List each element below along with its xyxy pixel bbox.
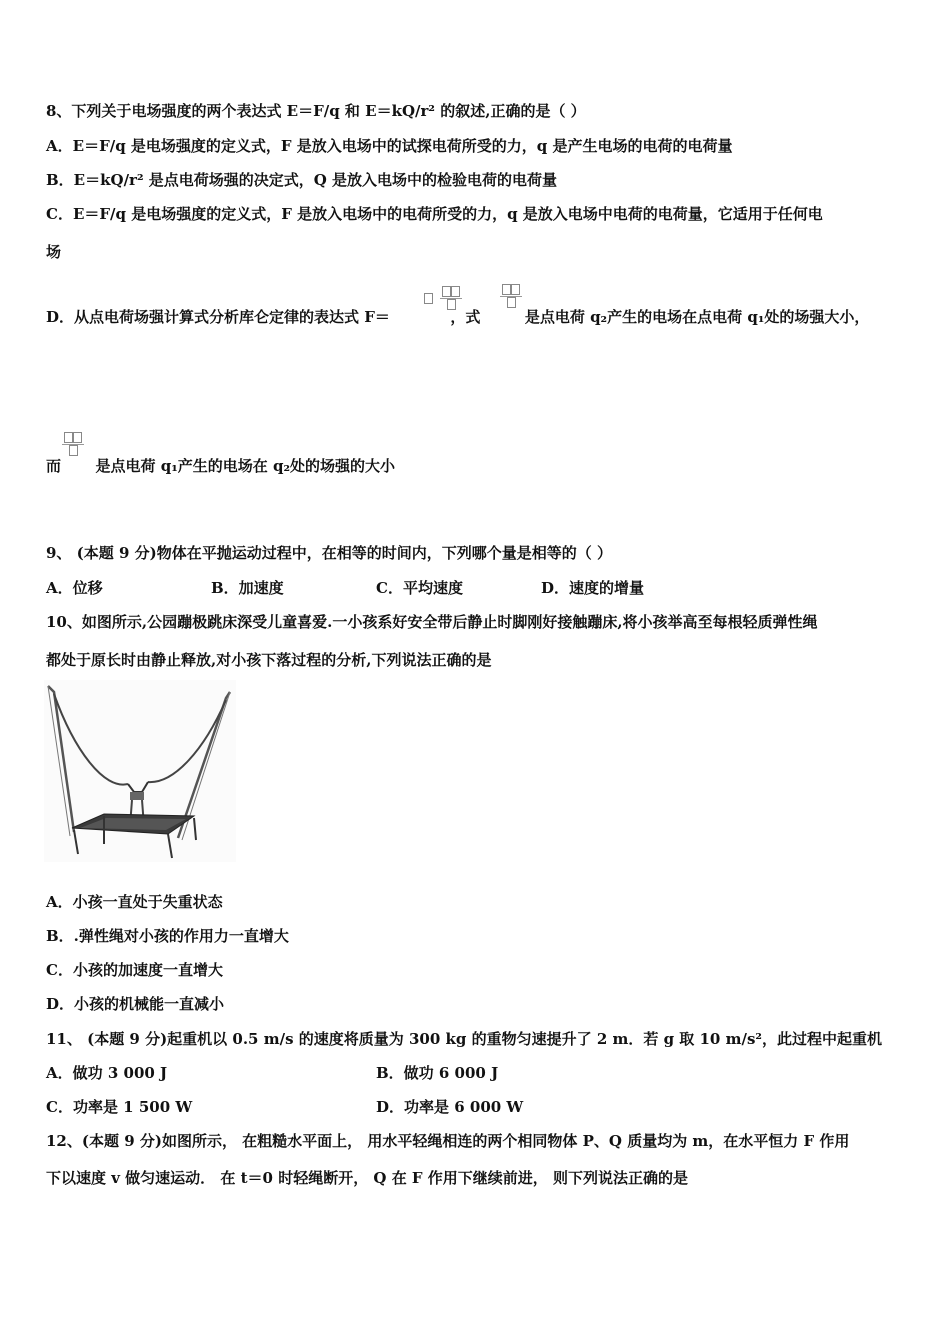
- q8-option-c-cont: 场: [46, 243, 62, 261]
- q10-stem-line1: 10、如图所示,公园蹦极跳床深受儿童喜爱.一小孩系好安全带后静止时脚刚好接触蹦床,将小孩举高至每根轻质弹性绳: [46, 613, 818, 631]
- q9-stem: 9、 (本题 9 分)物体在平抛运动过程中，在相等的时间内，下列哪个量是相等的（ ）: [46, 544, 612, 562]
- q10-option-c: C．小孩的加速度一直增大: [46, 961, 223, 979]
- q11-option-c: C．功率是 1 500 W: [46, 1098, 193, 1116]
- q9-option-c: C．平均速度: [376, 579, 463, 597]
- formula-placeholder-field-q2: [500, 284, 522, 309]
- q9-option-a: A．位移: [46, 579, 103, 597]
- q11-option-b: B．做功 6 000 J: [376, 1064, 499, 1082]
- q8-d-pre: D．从点电荷场强计算式分析库仑定律的表达式 F＝: [46, 308, 390, 326]
- q11-option-a: A．做功 3 000 J: [46, 1064, 168, 1082]
- q8-d2-pre: 而: [46, 457, 62, 475]
- q8-option-b: B．E＝kQ/r² 是点电荷场强的决定式，Q 是放入电场中的检验电荷的电荷量: [46, 171, 558, 189]
- trampoline-figure: [44, 680, 236, 862]
- q8-option-d-cont: [46, 456, 395, 476]
- q11-stem: 11、 (本题 9 分)起重机以 0.5 m/s 的速度将质量为 300 kg 的重物匀速提升了 2 m．若 g 取 10 m/s²，此过程中起重机: [46, 1030, 882, 1048]
- q8-stem: 8、下列关于电场强度的两个表达式 E＝F/q 和 E＝kQ/r² 的叙述,正确的是（ ）: [46, 102, 586, 120]
- q9-option-d: D．速度的增量: [541, 579, 645, 597]
- q9-option-b: B．加速度: [211, 579, 284, 597]
- q10-option-a: A．小孩一直处于失重状态: [46, 893, 223, 911]
- q8-d2-post: 是点电荷 q₁产生的电场在 q₂处的场强的大小: [95, 457, 396, 475]
- formula-placeholder-field-q1: [62, 432, 84, 457]
- formula-placeholder-coulomb: [424, 286, 462, 311]
- q10-option-b: B．.弹性绳对小孩的作用力一直增大: [46, 927, 289, 945]
- q8-option-a: A．E＝F/q 是电场强度的定义式，F 是放入电场中的试探电荷所受的力，q 是产生电场的电荷的电荷量: [46, 137, 733, 155]
- q8-d-post: 是点电荷 q₂产生的电场在点电荷 q₁处的场强大小，: [524, 308, 870, 326]
- q10-option-d: D．小孩的机械能一直减小: [46, 995, 225, 1013]
- q12-stem-line2: 下以速度 v 做匀速运动． 在 t＝0 时轻绳断开， Q 在 F 作用下继续前进， 则下列说法正确的是: [46, 1169, 689, 1187]
- q8-d-mid: ，式: [450, 308, 481, 326]
- q8-option-c: C．E＝F/q 是电场强度的定义式，F 是放入电场中的电荷所受的力，q 是放入电场中电荷的电荷量，它适用于任何电: [46, 205, 823, 223]
- q11-option-d: D．功率是 6 000 W: [376, 1098, 524, 1116]
- q10-stem-line2: 都处于原长时由静止释放,对小孩下落过程的分析,下列说法正确的是: [46, 651, 492, 669]
- q12-stem-line1: 12、(本题 9 分)如图所示， 在粗糙水平面上， 用水平轻绳相连的两个相同物体 P、Q 质量均为 m，在水平恒力 F 作用: [46, 1132, 850, 1150]
